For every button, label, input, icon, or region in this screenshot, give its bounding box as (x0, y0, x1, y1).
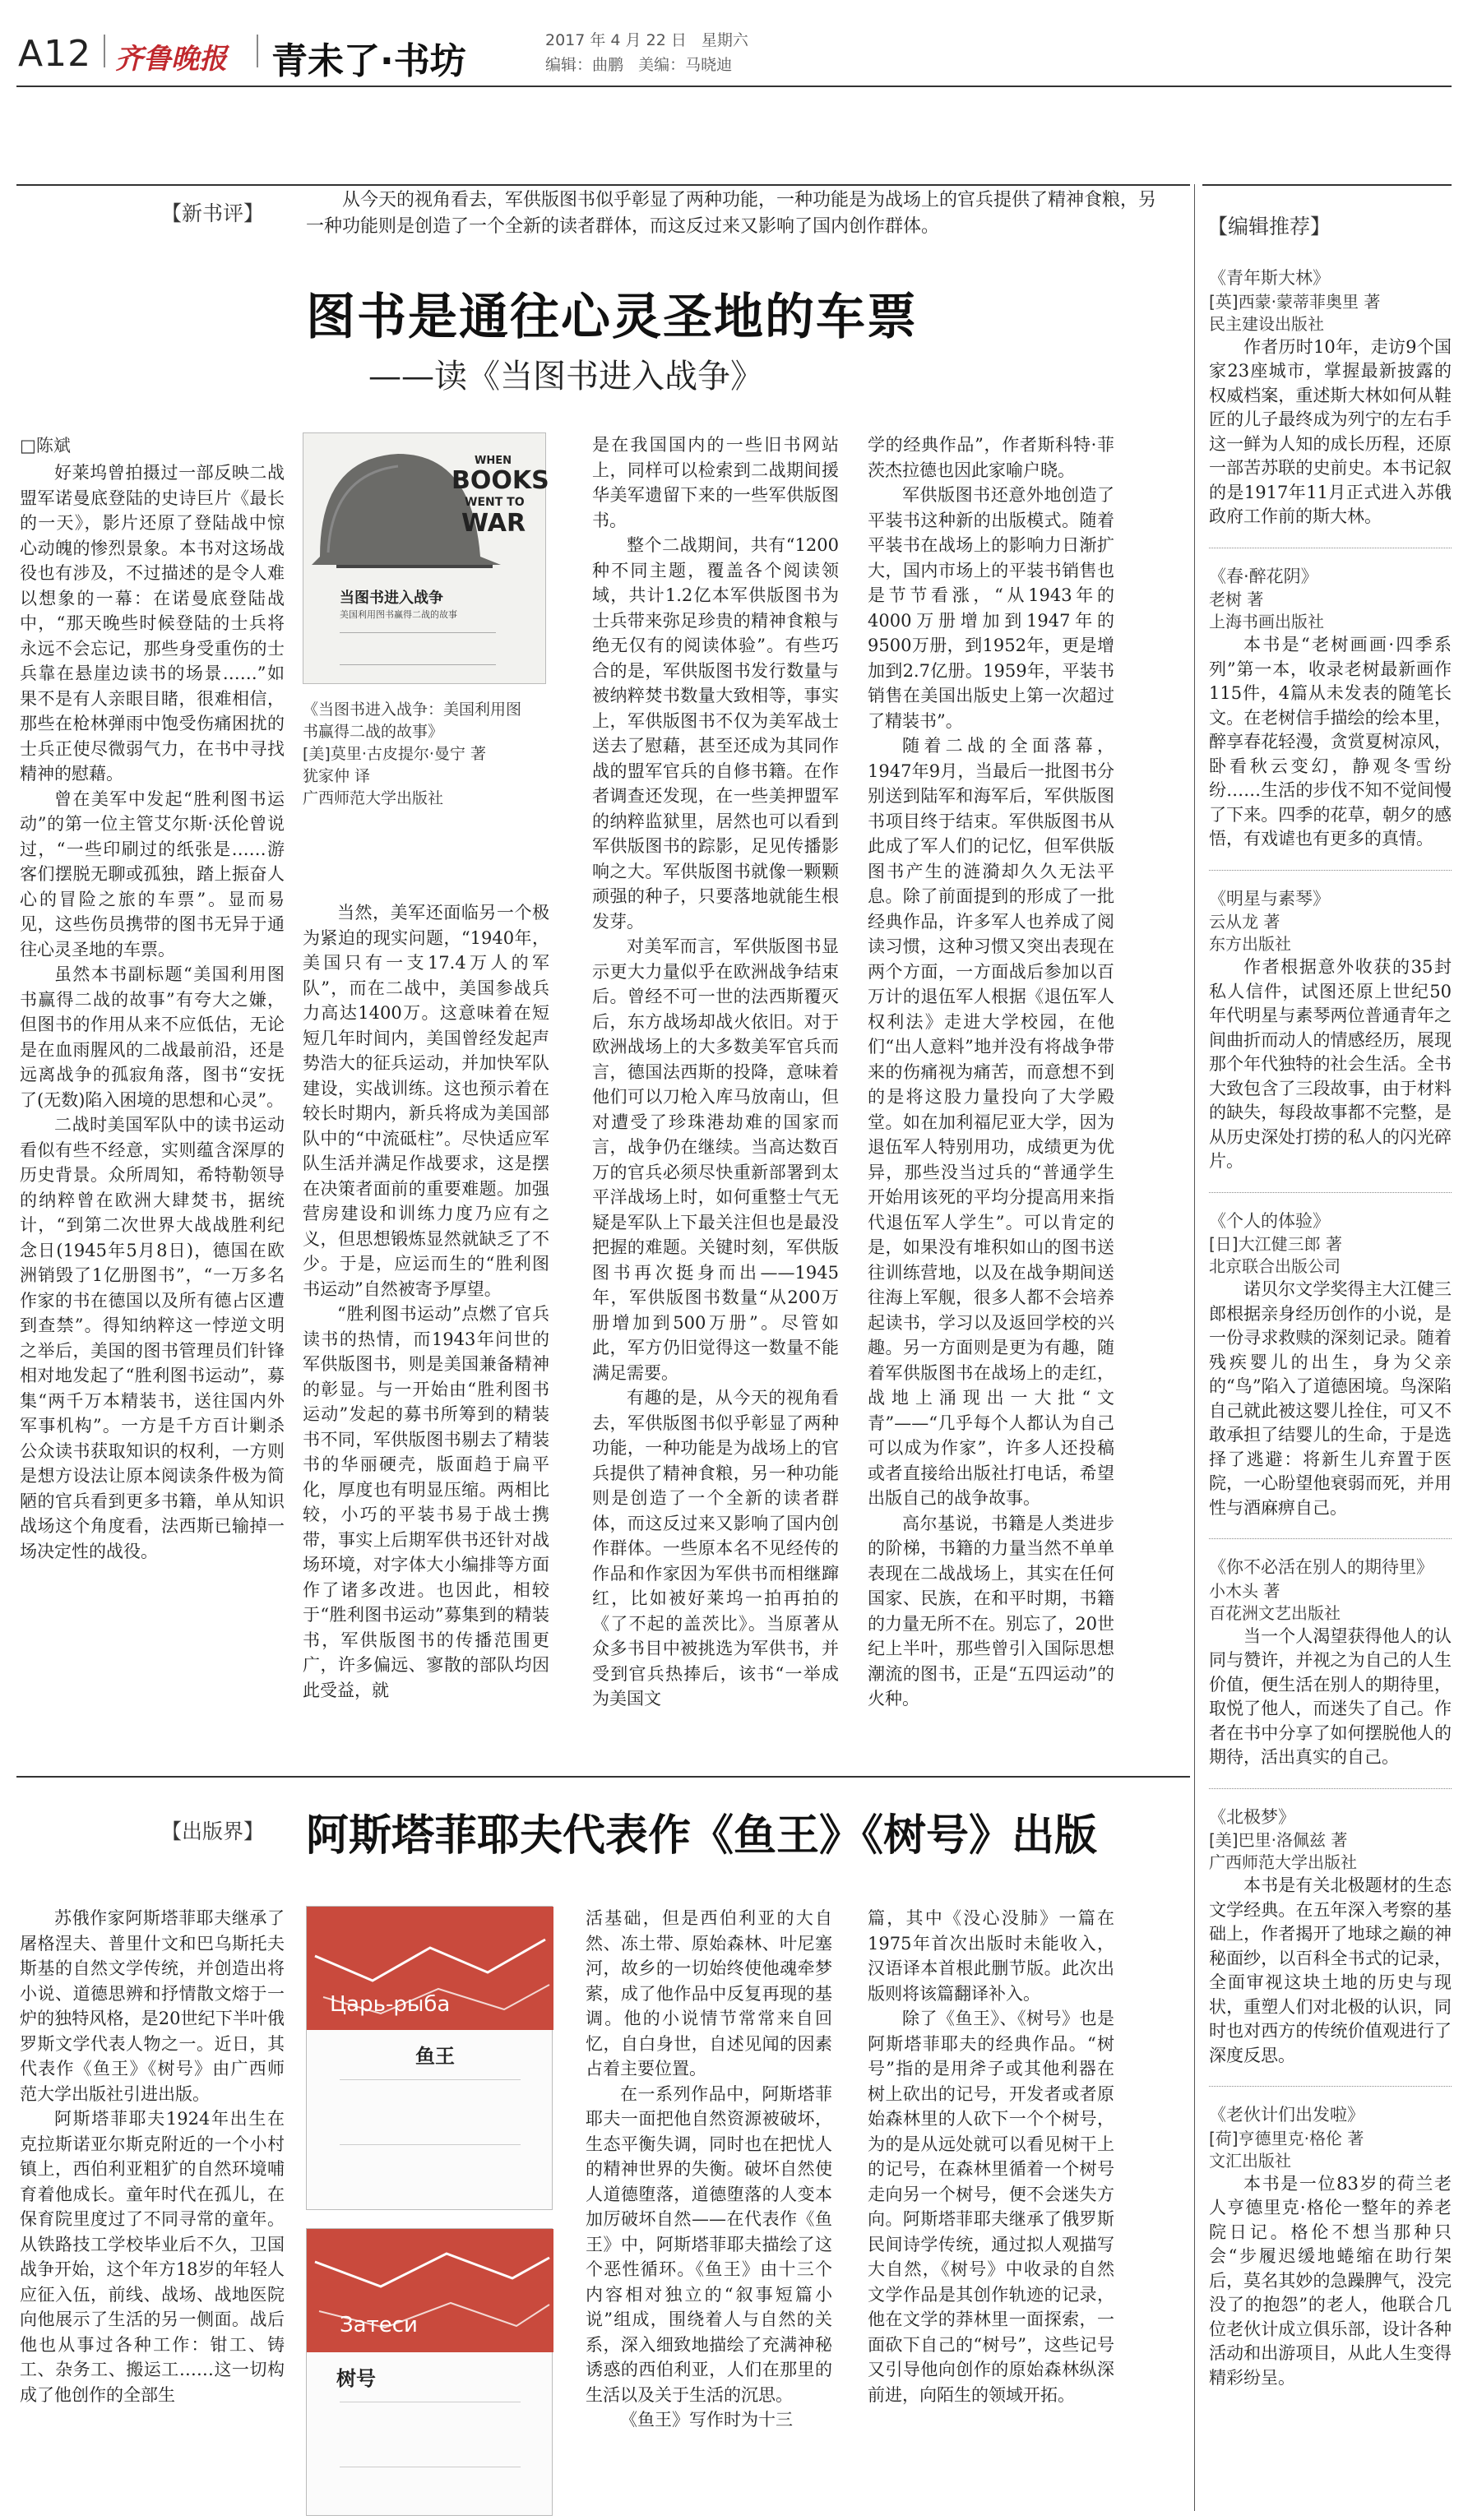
cover-zh-title: 当图书进入战争 (340, 590, 443, 607)
divider (1209, 1192, 1452, 1193)
cover-zh-title-1: 鱼王 (415, 2044, 455, 2068)
book-cover-when-books-went-to-war (303, 432, 549, 684)
cover-zh-title-2: 树号 (336, 2366, 376, 2390)
paper-logo: 齐鲁晚报 (115, 43, 227, 76)
paragraph: 在一系列作品中，阿斯塔菲耶夫一面把他自然资源被破坏，生态平衡失调，同时也在把忧人的精神世界的失衡。破坏自然使人道德堕落，道德堕落的人变本加厉破坏自然——在代表作《鱼王》中，阿斯塔菲耶夫描绘了这个恶性循环。《鱼王》由十三个内容相对独立的“叙事短篇小说”组成，围绕着人与自然的关系，深入细致地描绘了充满神秘诱惑的西伯利亚，人们在那里的生活以及关于生活的沉思。 (586, 2083, 832, 2405)
paragraph: 随着二战的全面落幕，1947年9月，当最后一批图书分别送到陆军和海军后，军供版图书项目终于结束。军供版图书从此成了军人们的记忆，但军供版图书产生的涟漪却久久无法平息。除了前面提到的形成了一批经典作品，许多军人也养成了阅读习惯，这种习惯又突出表现在两个方面，一方面战后参加以百万计的退伍军人根据《退伍军人权利法》走进大学校园，在他们“出人意料”地并没有将战争带来的伤痛视为痛苦，而意想不到的是将这股力量投向了大学殿堂。如在加利福尼亚大学，因为退伍军人特别用功，成绩更为优异，那些没当过兵的“普通学生开始用该死的平均分提高用来指代退伍军人学生”。可以肯定的是，如果没有堆积如山的图书送往训练营地，以及在战争期间送往海上军舰，很多人都不会培养起读书，学习以及返回学校的兴趣。另一方面则是更为有趣，随着军供版图书在战场上的走红，战地上涌现出一大批“文青”——“几乎每个人都认为自己可以成为作家”，许多人还投稿或者直接给出版社打电话，希望出版自己的战争故事。 (868, 736, 1114, 1508)
review-col-2 (303, 900, 549, 1736)
book-description: 本书是有关北极题材的生态文学经典。在五年深入考察的基础上，作者揭开了地球之巅的神秘面纱，以百科全书式的记录，全面审视这块土地的历史与现状，重塑人们对北极的认识，同时也对西方的传统价值观进行了深度反思。 (1209, 1875, 1452, 2065)
list-item (1209, 565, 1452, 871)
editor-credits: 编辑：曲鹏 美编：马晓迪 (545, 56, 733, 74)
paragraph: 军供版图书还意外地创造了平装书这种新的出版模式。随着平装书在战场上的影响力日渐扩大，国内市场上的平装书销售也是节节看涨，“从1943年的4000万册增加到1947年的9500万册，到1952年，更是增加到2.7亿册。1959年，平装书销售在美国出版史上第一次超过了精装书”。 (868, 485, 1114, 731)
paragraph: 虽然本书副标题“美国利用图书赢得二战的故事”有夸大之嫌，但图书的作用从来不应低估，无论是在血雨腥风的二战最前沿，还是远离战争的孤寂角落，图书“安抚了(无数)陷入困境的思想和心灵”。 (20, 964, 285, 1110)
book-title: 《春·醉花阴》 (1209, 566, 1318, 586)
cover-fish-illustration (307, 1907, 553, 2038)
cover-en-line4: WAR (461, 509, 526, 538)
paragraph: 《鱼王》写作时为十三 (620, 2410, 793, 2430)
book-publisher: 文汇出版社 (1209, 2150, 1291, 2171)
book-author: [荷]亨德里克·格伦 著 (1209, 2128, 1364, 2148)
masthead-divider-2 (257, 35, 258, 67)
list-item (1209, 887, 1452, 1193)
paragraph: 对美军而言，军供版图书显示更大力量似乎在欧洲战争结束后。曾经不可一世的法西斯覆灭后，东方战场却战火依旧。对于欧洲战场上的大多数美军官兵而言，德国法西斯的投降，意味着他们可以刀枪入库马放南山，但对遭受了珍珠港劫难的国家而言，战争仍在继续。当高达数百万的官兵必须尽快重新部署到太平洋战场上时，如何重整士气无疑是军队上下最关注但也是最没把握的难题。关键时刻，军供版图书再次挺身而出——1945年，军供版图书数量“从200万册增加到500万册”。尽管如此，军方仍旧觉得这一数量不能满足需要。 (592, 936, 839, 1383)
book-description: 诺贝尔文学奖得主大江健三郎根据亲身经历创作的小说，是一份寻求救赎的深刻记录。随着残疾婴儿的出生，身为父亲的“鸟”陷入了道德困境。鸟深陷自己就此被这婴儿拴住，可又不敢承担了结婴儿的生命，于是选择了逃避：将新生儿弃置于医院，一心盼望他衰弱而死，并用性与酒麻痹自己。 (1209, 1279, 1452, 1518)
masthead (0, 0, 1468, 90)
news-title: 阿斯塔菲耶夫代表作《鱼王》《树号》出版 (306, 1811, 1098, 1861)
book-publisher: 百花洲文艺出版社 (1209, 1602, 1341, 1623)
book-description: 作者历时10年，走访9个国家23座城市，掌握最新披露的权威档案，重述斯大林如何从鞋匠的儿子最终成为列宁的左右手这一鲜为人知的成长历程，还原一部苦苏联的史前史。本书记叙的是1917年11月正式进入苏俄政府工作前的斯大林。 (1209, 336, 1452, 526)
list-item (1209, 2103, 1452, 2390)
list-item (1209, 1209, 1452, 1540)
page-number: A12 (18, 33, 92, 75)
caption-author: [美]莫里·古皮提尔·曼宁 著 (303, 745, 486, 763)
book-description: 当一个人渴望获得他人的认同与赞许，并视之为自己的人生价值，便生活在别人的期待里，取悦了他人，而迷失了自己。作者在书中分享了如何摆脱他人的期待，活出真实的自己。 (1209, 1625, 1452, 1767)
caption-title-1: 《当图书进入战争：美国利用图 (303, 701, 522, 719)
cover-text-lines (340, 2079, 521, 2145)
review-tag: 【新书评】 (161, 201, 265, 225)
news-col-1 (20, 1906, 285, 2506)
book-cover-zatesi (306, 2228, 553, 2516)
cover-en-line1: WHEN (475, 455, 512, 467)
book-author: 老树 著 (1209, 590, 1264, 609)
sidebar-top-rule (1202, 184, 1452, 186)
cover-en-line3: WENT TO (465, 496, 525, 509)
cover-zh-subtitle: 美国利用图书赢得二战的故事 (340, 609, 457, 620)
book-description: 本书是“老树画画·四季系列”第一本，收录老树最新画作115件，4篇从未发表的随笔长文。在老树信手描绘的绘本里，醉享春花轻漫，贪赏夏树凉风，卧看秋云变幻，静观冬雪纷纷……生活的步伐不知不觉间慢了下来。四季的花草，朝夕的感悟，有戏谑也有更多的真情。 (1209, 635, 1452, 848)
book-title: 《个人的体验》 (1209, 1210, 1330, 1231)
paragraph: 苏俄作家阿斯塔菲耶夫继承了屠格涅夫、普里什文和巴乌斯托夫斯基的自然文学传统，并创造出将小说、道德思辨和抒情散文熔于一炉的独特风格，是20世纪下半叶俄罗斯文学代表人物之一。近日，其代表作《鱼王》《树号》由广西师范大学出版社引进出版。 (20, 1908, 285, 2104)
book-title: 《老伙计们出发啦》 (1209, 2105, 1364, 2125)
paragraph: 曾在美军中发起“胜利图书运动”的第一位主管艾尔斯·沃伦曾说过，“一些印刷过的纸张是……游客们摆脱无聊或孤独，踏上振奋人心的冒险之旅的车票”。显而易见，这些伤员携带的图书无异于通往心灵圣地的车票。 (20, 788, 285, 959)
book-title: 《明星与素琴》 (1209, 888, 1330, 909)
caption-publisher: 广西师范大学出版社 (303, 789, 444, 807)
cover-tree-illustration (307, 2229, 553, 2360)
caption-translator: 犹家仲 译 (303, 767, 371, 785)
paragraph: 有趣的是，从今天的视角看去，军供版图书似乎彰显了两种功能，一种功能是为战场上的官兵提供了精神食粮，另一种功能则是创造了一个全新的读者群体，而这反过来又影响了国内创作群体。一些原本名不见经传的作品和作家因为军供书而相继蹿红，比如被好莱坞一拍再拍的《了不起的盖茨比》。当原著从众多书目中被挑选为军供书，并受到官兵热捧后，该书“一举成为美国文 (592, 1388, 839, 1709)
divider (1209, 1538, 1452, 1539)
cover-blurb-lines (340, 632, 496, 665)
book-description: 本书是一位83岁的荷兰老人亨德里克·格伦一整年的养老院日记。格伦不想当那种只会“步履迟缓地蜷缩在助行架后，莫名其妙的急躁脾气，没完没了的抱怨”的老人，他联合几位老伙计成立俱乐部，设计各种活动和出游项目，从此人生变得精彩纷呈。 (1209, 2173, 1452, 2388)
paragraph: 是在我国国内的一些旧书网站上，同样可以检索到二战期间援华美军遗留下来的一些军供版图书。 (592, 435, 839, 530)
paragraph: 整个二战期间，共有“1200种不同主题，覆盖各个阅读领域，共计1.2亿本军供版图书为士兵带来弥足珍贵的精神食粮与绝无仅有的阅读体验”。有些巧合的是，军供版图书发行数量与被纳粹焚书数量大致相等，事实上，军供版图书不仅为美军战士送去了慰藉，甚至还成为其同作战的盟军官兵的自修书籍。在作者调查还发现，在一些美押盟军的纳粹监狱里，居然也可以看到军供版图书的踪影，足见传播影响之大。军供版图书就像一颗颗顽强的种子，只要落地就能生根发芽。 (592, 535, 839, 932)
news-top-rule (16, 1776, 1190, 1778)
cover-text-lines (340, 2402, 521, 2467)
paragraph: 学的经典作品”，作者斯科特·菲茨杰拉德也因此家喻户晓。 (868, 435, 1114, 480)
list-item (1209, 266, 1452, 548)
divider (1209, 870, 1452, 871)
book-publisher: 民主建设出版社 (1209, 313, 1324, 334)
sidebar-list (1209, 250, 1452, 2511)
book-author: [英]西蒙·蒙蒂菲奥里 著 (1209, 291, 1381, 312)
masthead-rule (16, 86, 1452, 87)
paragraph: 好莱坞曾拍摄过一部反映二战盟军诺曼底登陆的史诗巨片《最长的一天》，影片还原了登陆战中惊心动魄的惨烈景象。本书对这场战役也有涉及，不过描述的是令人难以想象的一幕：在诺曼底登陆战中，“那天晚些时候登陆的士兵将永远不会忘记，那些身受重伤的士兵靠在悬崖边读书的场景……”如果不是有人亲眼目睹，很难相信，那些在枪林弹雨中饱受伤痛困扰的士兵正使尽微弱气力，在书中寻找精神的慰藉。 (20, 463, 285, 784)
book-publisher: 广西师范大学出版社 (1209, 1852, 1357, 1872)
book-cover-tsar-fish (306, 1906, 553, 2210)
caption-title-2: 书赢得二战的故事》 (303, 723, 444, 741)
cover-ru-title-2: Затеси (340, 2313, 418, 2337)
book-publisher: 北京联合出版公司 (1209, 1256, 1341, 1276)
review-author: □陈斌 (20, 436, 71, 455)
review-col-1 (20, 460, 285, 1735)
sidebar-divider (1194, 184, 1195, 2511)
news-tag: 【出版界】 (161, 1819, 265, 1843)
paragraph: 活基础，但是西伯利亚的大自然、冻土带、原始森林、叶尼塞河，故乡的一切始终使他魂牵梦萦，成了他作品中反复再现的基调。他的小说情节常常来自回忆，自白身世，自述见闻的因素占着主要位置。 (586, 1908, 832, 2078)
book-author: [美]巴里·洛佩兹 著 (1209, 1830, 1348, 1850)
cover-ru-title-1: Царь-рыба (330, 1992, 451, 2017)
list-item (1209, 1556, 1452, 1789)
sidebar-tag: 【编辑推荐】 (1207, 215, 1331, 238)
list-item (1209, 1806, 1452, 2088)
review-subtitle: ——读《当图书进入战争》 (368, 358, 763, 395)
review-col-3 (592, 432, 839, 1736)
review-book-caption (303, 699, 549, 810)
book-author: 小木头 著 (1209, 1580, 1280, 1601)
review-title: 图书是通往心灵圣地的车票 (306, 289, 918, 346)
book-title: 《北极梦》 (1209, 1806, 1295, 1827)
paragraph: 除了《鱼王》、《树号》也是阿斯塔菲耶夫的经典作品。“树号”指的是用斧子或其他利器在树上砍出的记号，开发者或者原始森林里的人砍下一个个树号，为的是从远处就可以看见树干上的记号，在森林里循着一个树号走向另一个树号，便不会迷失方向。阿斯塔菲耶夫继承了俄罗斯民间诗学传统，通过拟人观描写大自然，《树号》中收录的自然文学作品是其创作轨迹的记录，他在文学的莽林里一面探索，一面砍下自己的“树号”，这些记号又引导他向创作的原始森林纵深前进，向陌生的领域开拓。 (868, 2009, 1114, 2405)
news-col-2 (586, 1906, 832, 2506)
review-top-rule (16, 184, 1190, 186)
book-description: 作者根据意外收获的35封私人信件，试图还原上世纪50年代明星与素琴两位普通青年之间曲折而动人的情感经历，展现那个年代独特的社会生活。全书大致包含了三段故事，由于材料的缺失，每段故事都不完整，是从历史深处打捞的私人的闪光碎片。 (1209, 957, 1452, 1171)
divider (1209, 1788, 1452, 1789)
paragraph: 当然，美军还面临另一个极为紧迫的现实问题，“1940年，美国只有一支17.4万人的军队”，而在二战中，美国参战兵力高达1400万。这意味着在短短几年时间内，美国曾经发起声势浩大的征兵运动，并加快军队建设，实战训练。这也预示着在较长时期内，新兵将成为美国部队中的“中流砥柱”。尽快适应军队生活并满足作战要求，这是摆在决策者面前的重要难题。加强营房建设和训练力度乃应有之义，但思想锻炼显然就缺乏了不少。于是，应运而生的“胜利图书运动”自然被寄予厚望。 (303, 903, 549, 1299)
book-author: [日]大江健三郎 著 (1209, 1234, 1342, 1254)
paragraph: “胜利图书运动”点燃了官兵读书的热情，而1943年问世的军供版图书，则是美国兼备精神的彰显。与一开始由“胜利图书运动”发起的募书所筹到的精装书不同，军供版图书剔去了精装书的华丽硬壳，版面趋于扁平化，厚度也有明显压缩。两相比较，小巧的平装书易于战士携带，事实上后期军供书还针对战场环境，对字体大小编排等方面作了诸多改进。也因此，相较于“胜利图书运动”募集到的精装书，军供版图书的传播范围更广，许多偏远、寥散的部队均因此受益，就 (303, 1304, 549, 1700)
paragraph: 篇，其中《没心没肺》一篇在1975年首次出版时未能收入，汉语译本首根此删节版。此次出版则将该篇翻译补入。 (868, 1908, 1114, 2004)
book-title: 《你不必活在别人的期待里》 (1209, 1557, 1433, 1577)
book-author: 云从龙 著 (1209, 912, 1280, 932)
book-title: 《青年斯大林》 (1209, 268, 1330, 288)
masthead-divider (104, 35, 105, 67)
paragraph: 高尔基说，书籍是人类进步的阶梯，书籍的力量当然不单单表现在二战战场上，其实在任何国家、民族，在和平时期，书籍的力量无所不在。别忘了，20世纪上半叶，那些曾引入国际思想潮流的图书，正是“五四运动”的火种。 (868, 1513, 1114, 1709)
paragraph: 阿斯塔菲耶夫1924年出生在克拉斯诺亚尔斯克附近的一个小村镇上，西伯利亚粗犷的自然环境哺育着他成长。童年时代在孤儿，在保育院里度过了不同寻常的童年。从铁路技工学校毕业后不久，卫国战争开始，这个年方18岁的年轻人应征入伍，前线、战场、战地医院向他展示了生活的另一侧面。战后他也从事过各种工作：钳工、铸工、杂务工、搬运工……这一切构成了他创作的全部生 (20, 2109, 285, 2405)
review-col-4 (868, 432, 1114, 1736)
book-publisher: 上海书画出版社 (1209, 612, 1324, 631)
section-title: 青未了·书坊 (271, 40, 466, 82)
book-publisher: 东方出版社 (1209, 934, 1291, 954)
divider (1209, 2086, 1452, 2087)
review-lead: 从今天的视角看去，军供版图书似乎彰显了两种功能，一种功能是为战场上的官兵提供了精神食粮，另一种功能则是创造了一个全新的读者群体，而这反过来又影响了国内创作群体。 (306, 190, 1157, 237)
paragraph: 二战时美国军队中的读书运动看似有些不经意，实则蕴含深厚的历史背景。众所周知，希特勒领导的纳粹曾在欧洲大肆焚书，据统计，“到第二次世界大战战胜利纪念日(1945年5月8日)，德国在欧洲销毁了1亿册图书”，“一万多名作家的书在德国以及所有德占区遭到查禁”。得知纳粹这一悖逆文明之举后，美国的图书管理员们针锋相对地发起了“胜利图书运动”，募集“两千万本精装书，送往国内外军事机构”。一方是千方百计剿杀公众读书获取知识的权利，一方则是想方设法让原本阅读条件极为简陋的官兵看到更多书籍，单从知识战场这个角度看，法西斯已输掉一场决定性的战役。 (20, 1115, 285, 1561)
news-col-3 (868, 1906, 1114, 2506)
cover-en-line2: BOOKS (452, 466, 549, 495)
issue-date: 2017 年 4 月 22 日 星期六 (545, 31, 748, 49)
